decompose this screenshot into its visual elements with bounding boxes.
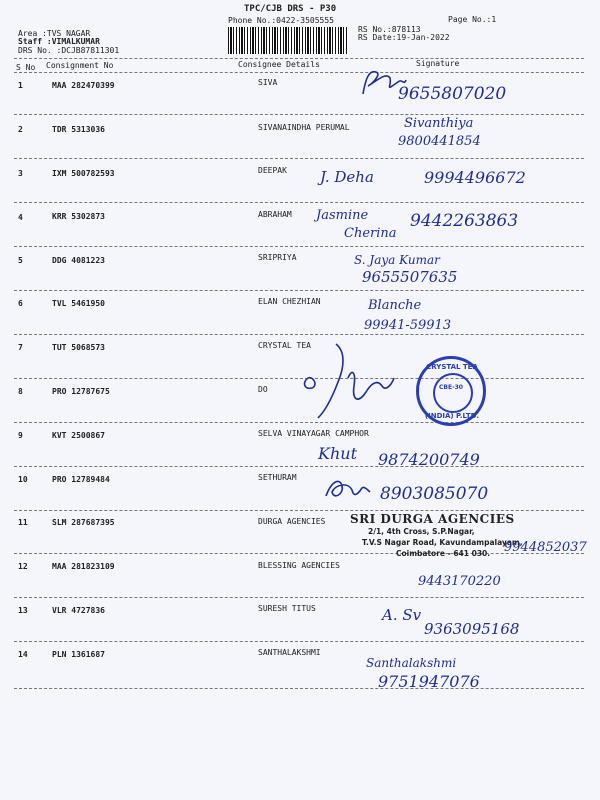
divider — [14, 290, 584, 291]
handwritten-name: S. Jaya Kumar — [354, 253, 440, 267]
rs-date: RS Date:19-Jan-2022 — [358, 33, 450, 42]
document-title: TPC/CJB DRS - P30 — [244, 4, 337, 14]
row-consignment: MAA 281823109 — [52, 562, 115, 571]
row-consignment: TUT 5068573 — [52, 343, 105, 352]
stamp-inner-ring — [433, 373, 473, 413]
handwritten-name: Jasmine — [316, 208, 369, 223]
signature-7-8 — [296, 338, 396, 428]
row-sno: 7 — [18, 343, 23, 352]
handwritten-phone: 9751947076 — [378, 672, 480, 691]
handwritten-phone: 8903085070 — [380, 484, 489, 504]
divider — [14, 246, 584, 247]
handwritten-phone: 9442263863 — [410, 211, 519, 231]
row-consignee: DEEPAK — [258, 166, 287, 175]
row-consignment: TDR 5313036 — [52, 125, 105, 134]
crystal-tea-stamp — [416, 356, 486, 426]
stamp-address-line: 2/1, 4th Cross, S.P.Nagar, — [368, 527, 475, 536]
handwritten-phone: 9443170220 — [418, 574, 501, 589]
divider — [14, 58, 584, 59]
handwritten-phone: 9994496672 — [424, 168, 526, 187]
barcode — [228, 27, 348, 54]
signature-10 — [322, 476, 372, 506]
row-sno: 13 — [18, 606, 28, 615]
row-consignment: MAA 282470399 — [52, 81, 115, 90]
divider — [14, 114, 584, 115]
row-consignee: SIVA — [258, 78, 278, 87]
col-sno: S No — [16, 63, 36, 72]
stamp-text-center: CBE-30 — [439, 384, 463, 391]
row-sno: 4 — [18, 213, 23, 222]
stamp-address-line: Coimbatore - 641 030. — [396, 549, 491, 558]
row-sno: 8 — [18, 387, 23, 396]
row-consignee: DO — [258, 385, 268, 394]
row-consignee: BLESSING AGENCIES — [258, 561, 340, 570]
handwritten-phone: 9944852037 — [504, 540, 587, 555]
row-sno: 1 — [18, 81, 23, 90]
row-sno: 9 — [18, 431, 23, 440]
row-consignment: PLN 1361687 — [52, 650, 105, 659]
row-consignment: IXM 500782593 — [52, 169, 115, 178]
handwritten-name: A. Sv — [382, 606, 422, 624]
drs-number: DRS No. :DCJB87811301 — [18, 46, 120, 55]
divider — [14, 688, 584, 689]
rs-number: RS No.:878113 — [358, 25, 421, 34]
handwritten-name: Khut — [318, 444, 357, 463]
divider — [14, 72, 584, 73]
row-sno: 3 — [18, 169, 23, 178]
row-consignment: SLM 287687395 — [52, 518, 115, 527]
row-consignment: KVT 2500867 — [52, 431, 105, 440]
row-consignee: DURGA AGENCIES — [258, 517, 326, 526]
divider — [14, 158, 584, 159]
row-consignee: SELVA VINAYAGAR CAMPHOR — [258, 429, 369, 438]
divider — [14, 510, 584, 511]
row-consignment: DDG 4081223 — [52, 256, 105, 265]
divider — [14, 466, 584, 467]
row-sno: 11 — [18, 518, 28, 527]
phone-number: Phone No.:0422-3505555 — [228, 16, 334, 25]
staff-label: Staff :VIMALKUMAR — [18, 37, 100, 46]
row-consignment: PRO 12787675 — [52, 387, 110, 396]
handwritten-name: Sivanthiya — [404, 116, 474, 131]
row-sno: 2 — [18, 125, 23, 134]
page-number: Page No.:1 — [448, 15, 497, 24]
row-consignee: SURESH TITUS — [258, 604, 316, 613]
row-consignee: ELAN CHEZHIAN — [258, 297, 321, 306]
row-sno: 12 — [18, 562, 28, 571]
divider — [14, 641, 584, 642]
row-sno: 6 — [18, 299, 23, 308]
row-consignee: ABRAHAM — [258, 210, 292, 219]
handwritten-name: J. Deha — [320, 168, 374, 186]
handwritten-phone: 9363095168 — [424, 620, 520, 638]
row-sno: 14 — [18, 650, 28, 659]
divider — [14, 597, 584, 598]
row-consignment: PRO 12789484 — [52, 475, 110, 484]
stamp-text-top: CRYSTAL TEA — [426, 363, 478, 371]
handwritten-phone: 9874200749 — [378, 450, 480, 469]
stamp-address-line: T.V.S Nagar Road, Kavundampalayam, — [362, 538, 523, 547]
handwritten-phone: 9800441854 — [398, 134, 481, 149]
handwritten-phone: 9655807020 — [398, 84, 507, 104]
durga-agencies-stamp — [350, 512, 523, 559]
divider — [14, 202, 584, 203]
divider — [14, 334, 584, 335]
stamp-company-name: SRI DURGA AGENCIES — [350, 512, 515, 526]
row-consignee: CRYSTAL TEA — [258, 341, 311, 350]
row-consignment: VLR 4727836 — [52, 606, 105, 615]
col-consignment: Consignment No — [46, 61, 114, 70]
handwritten-name: Blanche — [368, 298, 422, 313]
area-label: Area :TVS NAGAR — [18, 29, 91, 38]
row-sno: 10 — [18, 475, 28, 484]
row-sno: 5 — [18, 256, 23, 265]
row-consignee: SIVANAINDHA PERUMAL — [258, 123, 350, 132]
row-consignee: SANTHALAKSHMI — [258, 648, 321, 657]
handwritten-phone: 9655507635 — [362, 268, 458, 286]
handwritten-name: Santhalakshmi — [366, 656, 457, 670]
row-consignee: SRIPRIYA — [258, 253, 297, 262]
stamp-text-bottom: (INDIA) P.LTD. — [424, 412, 480, 420]
handwritten-name: Cherina — [344, 226, 397, 241]
col-signature: Signature — [416, 59, 460, 68]
row-consignment: TVL 5461950 — [52, 299, 105, 308]
col-consignee: Consignee Details — [238, 60, 320, 69]
row-consignee: SETHURAM — [258, 473, 297, 482]
row-consignment: KRR 5302873 — [52, 212, 105, 221]
handwritten-phone: 99941-59913 — [364, 318, 452, 333]
